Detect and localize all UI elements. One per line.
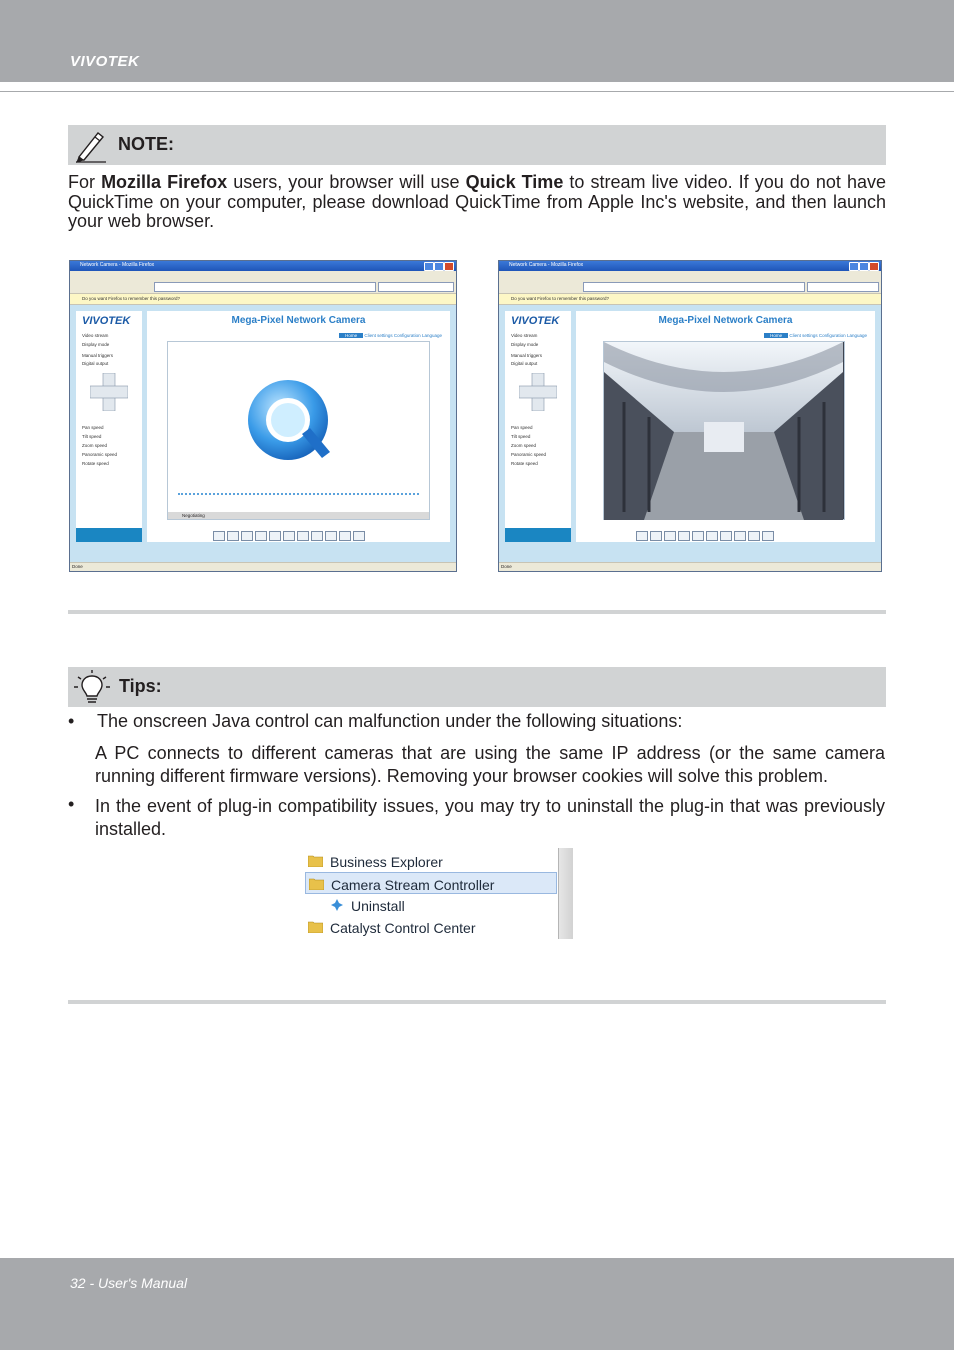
- vivotek-logo: VIVOTEK: [82, 315, 131, 327]
- tab-client-settings: Client settings: [364, 333, 393, 338]
- note-text-bold: Mozilla Firefox: [101, 172, 228, 192]
- control-label: Pan speed: [511, 425, 533, 430]
- section-separator: [68, 610, 886, 614]
- control-label: Video stream: [511, 333, 538, 338]
- minimize-icon: [849, 262, 859, 271]
- control-label: Display mode: [511, 342, 539, 347]
- note-label: NOTE:: [118, 134, 174, 154]
- toolbar-icon: [762, 531, 774, 541]
- tips-bullet-mark: •: [68, 711, 75, 731]
- snapshot-icon: [636, 531, 648, 541]
- menu-item-uninstall[interactable]: [305, 894, 557, 916]
- section-separator: [68, 1000, 886, 1004]
- menu-scrollbar[interactable]: [558, 848, 573, 939]
- record-icon: [678, 531, 690, 541]
- camera-title: Mega-Pixel Network Camera: [658, 315, 793, 326]
- menu-bar: [70, 271, 456, 279]
- camera-page: [499, 305, 881, 562]
- camera-page: [70, 305, 456, 562]
- firefox-screenshot-right: [498, 260, 882, 572]
- toolbar-icon: [255, 531, 267, 541]
- toolbar-icon: [325, 531, 337, 541]
- folder-icon: [308, 854, 323, 867]
- toolbar-icon: [692, 531, 704, 541]
- password-prompt: Do you want Firefox to remember this password?: [82, 296, 181, 301]
- address-bar: [583, 282, 805, 292]
- lightbulb-icon: [72, 669, 112, 705]
- vivotek-logo: VIVOTEK: [511, 315, 560, 327]
- control-label: Digital output: [82, 361, 109, 366]
- tab-home: Home: [339, 333, 363, 338]
- close-icon: [444, 262, 454, 271]
- control-label: Display mode: [82, 342, 110, 347]
- toolbar-icon: [227, 531, 239, 541]
- tips-header: [68, 667, 886, 707]
- maximize-icon: [434, 262, 444, 271]
- mall-panorama-image: [604, 342, 843, 520]
- toolbar-icon: [748, 531, 760, 541]
- camera-main: [147, 311, 450, 542]
- camera-sidebar: [505, 311, 571, 542]
- password-prompt: Do you want Firefox to remember this password?: [511, 296, 610, 301]
- tab-language: Language: [421, 333, 442, 338]
- status-text: Done: [501, 564, 512, 569]
- firefox-screenshot-left: [69, 260, 457, 572]
- uninstall-icon: [330, 898, 344, 912]
- window-title: Network Camera - Mozilla Firefox: [80, 262, 155, 268]
- toolbar-icon: [734, 531, 746, 541]
- control-label: Zoom speed: [511, 443, 537, 448]
- note-text-part: to stream live video. If you do not have QuickTime on your computer, please download QuickTime from Apple Inc's website, and then launch your web browser.: [68, 172, 887, 231]
- page-footer: [0, 1258, 954, 1350]
- toolbar-icon: [353, 531, 365, 541]
- tab-configuration: Configuration: [393, 333, 421, 338]
- camera-tabs: [764, 333, 867, 338]
- window-title-bar: [70, 261, 456, 271]
- toolbar-icon: [269, 531, 281, 541]
- navigation-bar: [499, 279, 881, 294]
- tips-bullet-mark: •: [68, 794, 75, 814]
- browser-status-bar: [499, 562, 881, 571]
- note-text-part: For: [68, 172, 102, 192]
- camera-sidebar: [76, 311, 142, 542]
- video-toolbar: [213, 528, 367, 540]
- tab-configuration: Configuration: [818, 333, 846, 338]
- header-rule: [0, 91, 954, 92]
- brand-label: VIVOTEK: [70, 53, 140, 70]
- start-menu-screenshot: [305, 848, 573, 939]
- window-title-bar: [499, 261, 881, 271]
- page-number: 32 - User's Manual: [70, 1275, 188, 1291]
- video-status: Negotiating: [182, 513, 205, 518]
- control-label: Tilt speed: [82, 434, 102, 439]
- window-title: Network Camera - Mozilla Firefox: [509, 262, 584, 268]
- toolbar-icon: [311, 531, 323, 541]
- control-label: Zoom speed: [82, 443, 108, 448]
- close-icon: [869, 262, 879, 271]
- page-header: [0, 0, 954, 82]
- control-label: Panoramic speed: [82, 452, 118, 457]
- ptz-pad-icon: [519, 373, 557, 411]
- live-video-area: [603, 341, 845, 520]
- pencil-icon: [74, 129, 108, 163]
- menu-item-label: Uninstall: [351, 898, 405, 914]
- camera-title: Mega-Pixel Network Camera: [231, 315, 366, 326]
- control-label: Video stream: [82, 333, 109, 338]
- search-box: [378, 282, 454, 292]
- stop-icon: [664, 531, 676, 541]
- search-box: [807, 282, 879, 292]
- menu-item-label: Camera Stream Controller: [331, 877, 495, 893]
- tips-bullet-2: In the event of plug-in compatibility issues, you may try to uninstall the plug-in that was previously installed.: [95, 796, 885, 839]
- tab-home: Home: [764, 333, 788, 338]
- tips-label: Tips:: [119, 676, 162, 696]
- snapshot-icon: [213, 531, 225, 541]
- tips-bullet-1-detail: A PC connects to different cameras that are using the same IP address (or the same camera running different firmware versions). Removing your browser cookies will solve this problem.: [95, 743, 885, 786]
- folder-icon: [308, 920, 323, 933]
- tab-client-settings: Client settings: [789, 333, 818, 338]
- ptz-pad-icon: [90, 373, 128, 411]
- address-bar: [154, 282, 376, 292]
- toolbar-icon: [706, 531, 718, 541]
- loading-dots: [178, 493, 419, 499]
- tab-language: Language: [846, 333, 867, 338]
- video-status-bar: [168, 512, 429, 519]
- control-label: Tilt speed: [511, 434, 531, 439]
- tips-bullet-1: The onscreen Java control can malfunction under the following situations:: [97, 711, 683, 731]
- navigation-bar: [70, 279, 456, 294]
- video-area: [167, 341, 430, 520]
- menu-item-business-explorer[interactable]: [305, 850, 557, 872]
- menu-item-label: Business Explorer: [330, 854, 443, 870]
- password-bar: [499, 294, 881, 305]
- password-bar: [70, 294, 456, 305]
- control-label: Digital output: [511, 361, 538, 366]
- note-text: [68, 173, 886, 232]
- browser-status-bar: [70, 562, 456, 571]
- note-header: [68, 125, 886, 165]
- menu-item-label: Catalyst Control Center: [330, 920, 476, 936]
- control-label: Manual triggers: [82, 353, 114, 358]
- control-label: Rotate speed: [511, 461, 538, 466]
- note-text-bold: Quick Time: [465, 172, 564, 192]
- toolbar-icon: [283, 531, 295, 541]
- sidebar-footer: [76, 528, 142, 542]
- control-label: Manual triggers: [511, 353, 543, 358]
- sidebar-footer: [505, 528, 571, 542]
- toolbar-icon: [297, 531, 309, 541]
- control-label: Rotate speed: [82, 461, 109, 466]
- toolbar-icon: [720, 531, 732, 541]
- control-label: Pan speed: [82, 425, 104, 430]
- pause-icon: [650, 531, 662, 541]
- toolbar-icon: [339, 531, 351, 541]
- control-label: Panoramic speed: [511, 452, 547, 457]
- menu-bar: [499, 271, 881, 279]
- menu-item-catalyst-control-center[interactable]: [305, 916, 557, 938]
- note-text-part: users, your browser will use: [227, 172, 466, 192]
- camera-tabs: [339, 333, 442, 338]
- video-toolbar: [636, 528, 776, 540]
- toolbar-icon: [241, 531, 253, 541]
- maximize-icon: [859, 262, 869, 271]
- camera-main: [576, 311, 875, 542]
- status-text: Done: [72, 564, 83, 569]
- minimize-icon: [424, 262, 434, 271]
- menu-item-camera-stream-controller[interactable]: [305, 872, 557, 894]
- quicktime-logo-icon: [240, 372, 340, 472]
- folder-icon: [309, 877, 324, 890]
